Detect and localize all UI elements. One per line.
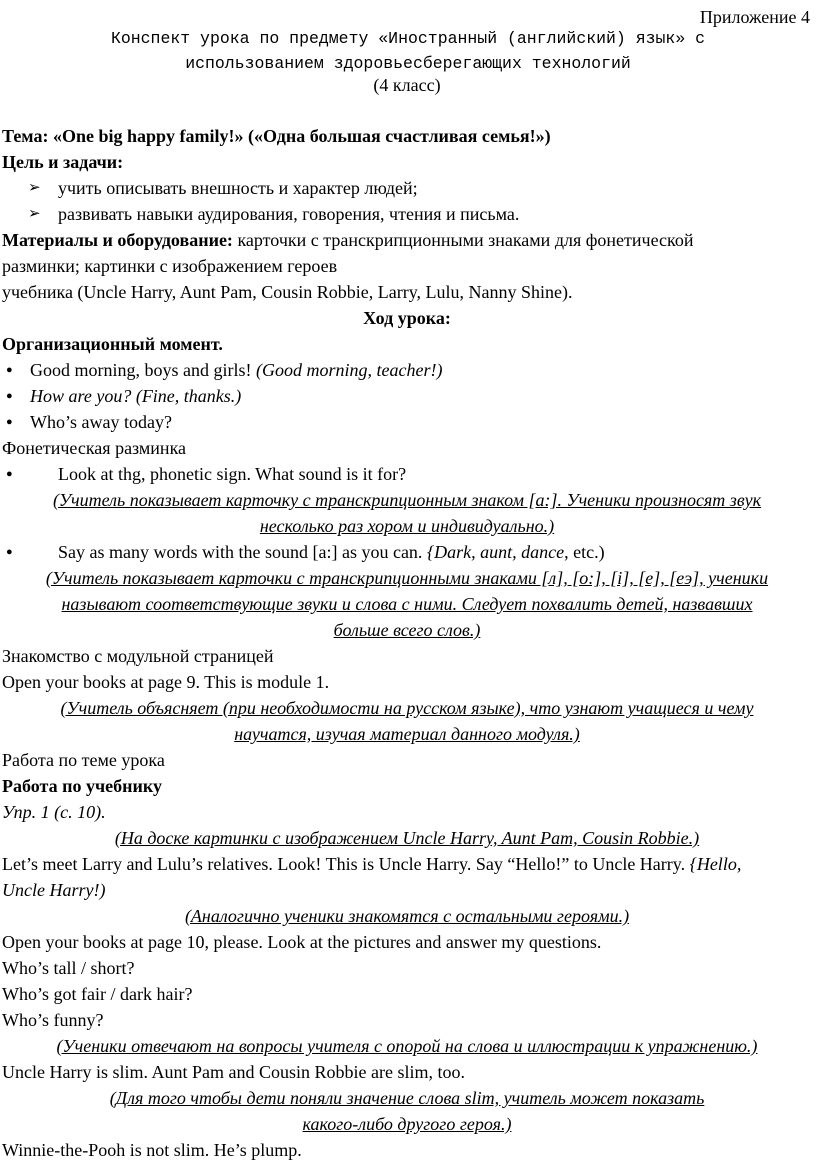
- module-note-line-1: (Учитель объясняет (при необходимости на русском языке), что узнают учащиеся и чему: [60, 698, 754, 718]
- phonetic-bullet-2-examples: {Dark, aunt, dance: [426, 542, 565, 562]
- bullet-icon: ●: [6, 468, 13, 480]
- bullet-icon: ●: [6, 416, 13, 428]
- materials-line-3: учебника (Uncle Harry, Aunt Pam, Cousin Robbie, Larry, Lulu, Nanny Shine).: [2, 282, 573, 302]
- meet-text: Let’s meet Larry and Lulu’s relatives. Look! This is Uncle Harry. Say “Hello!” to Uncle Harry.: [2, 854, 690, 874]
- phonetic-bullet-1: Look at thg, phonetic sign. What sound is it for?: [58, 464, 407, 484]
- meet-line-2: Uncle Harry!): [2, 880, 106, 900]
- appendix-label: Приложение 4: [699, 7, 810, 27]
- slim-note-line-2: какого-либо другого героя.): [302, 1114, 512, 1134]
- org-heading: Организационный момент.: [2, 334, 223, 354]
- header-line-1: Конспект урока по предмету «Иностранный (английский) язык» с: [110, 29, 706, 48]
- goal-item-1: учить описывать внешность и характер людей;: [58, 178, 418, 198]
- slim-line: Uncle Harry is slim. Aunt Pam and Cousin Robbie are slim, too.: [2, 1062, 465, 1082]
- phonetic-bullet-2-end: , etc.): [564, 542, 605, 562]
- materials-line-1: [2, 227, 812, 253]
- phonetic-bullet-2: [58, 539, 812, 565]
- topic-line: Тема: «One big happy family!» («Одна большая счастливая семья!»): [2, 126, 551, 146]
- pooh-line: Winnie-the-Pooh is not slim. He’s plump.: [2, 1140, 302, 1160]
- header-line-2: использованием здоровьесберегающих технологий: [185, 54, 631, 73]
- phonetic-note-2-line-1: (Учитель показывает карточки с транскрипционными знаками [л], [о:], [i], [е], [еэ], ученики: [45, 568, 769, 588]
- phonetic-heading: Фонетическая разминка: [2, 438, 187, 458]
- phonetic-note-1-line-2: несколько раз хором и индивидуально.): [259, 516, 555, 536]
- course-title: Ход урока:: [363, 308, 451, 328]
- bullet-icon: ●: [6, 364, 13, 376]
- module-note-line-2: научатся, изучая материал данного модуля.): [234, 724, 580, 744]
- org-bullet-1-answer: (Good morning, teacher!): [255, 360, 443, 380]
- meet-line-1: [2, 851, 812, 877]
- goal-item-2: развивать навыки аудирования, говорения, чтения и письма.: [58, 204, 520, 224]
- materials-line-2: разминки; картинки с изображением героев: [2, 256, 338, 276]
- board-note: (На доске картинки с изображением Uncle Harry, Aunt Pam, Cousin Robbie.): [114, 828, 700, 848]
- materials-text-1: карточки с транскрипционными знаками для фонетической: [232, 230, 694, 250]
- textbook-heading: Работа по учебнику: [2, 776, 162, 796]
- phonetic-note-1-line-1: (Учитель показывает карточку с транскрипционным знаком [a:]. Ученики произносят звук: [52, 490, 762, 510]
- question-2: Who’s got fair / dark hair?: [2, 984, 193, 1004]
- org-bullet-3: Who’s away today?: [30, 412, 172, 432]
- org-bullet-2: How are you? (Fine, thanks.): [30, 386, 242, 406]
- phonetic-note-2-line-3: больше всего слов.): [333, 620, 481, 640]
- answer-note: (Ученики отвечают на вопросы учителя с опорой на слова и иллюстрации к упражнению.): [56, 1036, 758, 1056]
- document-header: [0, 26, 816, 76]
- slim-note-line-1: (Для того чтобы дети поняли значение слова slim, учитель может показать: [109, 1088, 705, 1108]
- grade-label: (4 класс): [373, 75, 441, 95]
- materials-label: Материалы и оборудование:: [2, 230, 233, 250]
- module-heading: Знакомство с модульной страницей: [2, 646, 274, 666]
- phonetic-note-2-line-2: называют соответствующие звуки и слова с ними. Следует похвалить детей, назвавших: [61, 594, 753, 614]
- arrow-bullet-icon: ➢: [28, 180, 41, 196]
- exercise-label: Упр. 1 (с. 10).: [2, 802, 106, 822]
- meet-answer-1: {Hello,: [689, 854, 742, 874]
- arrow-bullet-icon: ➢: [28, 206, 41, 222]
- question-3: Who’s funny?: [2, 1010, 104, 1030]
- org-bullet-1-text: Good morning, boys and girls!: [30, 360, 256, 380]
- similar-note: (Аналогично ученики знакомятся с остальными героями.): [184, 906, 630, 926]
- org-bullet-1: [30, 357, 812, 383]
- bullet-icon: ●: [6, 390, 13, 402]
- goals-heading: Цель и задачи:: [2, 152, 124, 172]
- questions-intro: Open your books at page 10, please. Look at the pictures and answer my questions.: [2, 932, 602, 952]
- phonetic-bullet-2-text: Say as many words with the sound [a:] as you can.: [58, 542, 427, 562]
- module-line: Open your books at page 9. This is module 1.: [2, 672, 330, 692]
- bullet-icon: ●: [6, 546, 13, 558]
- question-1: Who’s tall / short?: [2, 958, 135, 978]
- work-heading: Работа по теме урока: [2, 750, 165, 770]
